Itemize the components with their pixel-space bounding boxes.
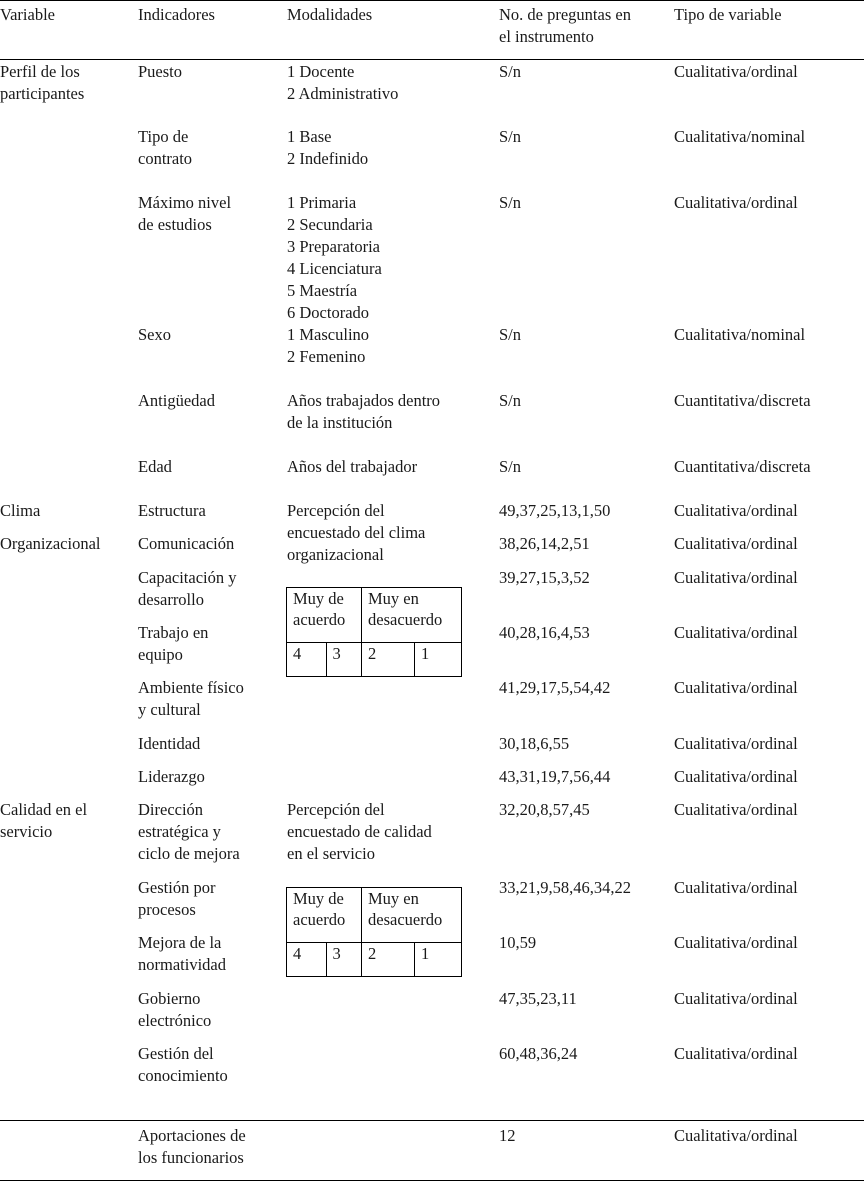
- num-aportaciones: 12: [499, 1126, 516, 1145]
- indicador-identidad: Identidad: [138, 734, 201, 753]
- indicador-conocimiento: Gestión del conocimiento: [138, 1044, 228, 1085]
- tipo-sexo: Cualitativa/nominal: [674, 325, 806, 344]
- tipo-edad: Cuantitativa/discreta: [674, 457, 811, 476]
- modalidad-antiguedad: Años trabajados dentro de la institución: [287, 391, 441, 432]
- indicador-aportaciones: Aportaciones de los funcionarios: [138, 1126, 246, 1167]
- num-gobierno: 47,35,23,11: [499, 989, 577, 1008]
- table-top-rule: [0, 0, 864, 1]
- scale-agree-label: Muy de acuerdo: [287, 888, 362, 943]
- num-liderazgo: 43,31,19,7,56,44: [499, 767, 611, 786]
- num-tipo-contrato: S/n: [499, 127, 522, 146]
- indicador-capacitacion: Capacitación y desarrollo: [138, 568, 237, 609]
- indicador-tipo-contrato: Tipo de contrato: [138, 127, 193, 168]
- num-identidad: 30,18,6,55: [499, 734, 570, 753]
- scale-value: 4: [287, 643, 327, 677]
- indicador-estructura: Estructura: [138, 501, 206, 520]
- tipo-normatividad: Cualitativa/ordinal: [674, 933, 798, 952]
- header-num-preguntas: No. de preguntas en el instrumento: [499, 5, 631, 46]
- scale-value: 3: [326, 943, 361, 977]
- scale-value: 2: [362, 643, 415, 677]
- num-estructura: 49,37,25,13,1,50: [499, 501, 611, 520]
- num-normatividad: 10,59: [499, 933, 537, 952]
- num-trabajo-equipo: 40,28,16,4,53: [499, 623, 590, 642]
- scale-disagree-label: Muy en desacuerdo: [362, 888, 462, 943]
- tipo-ambiente: Cualitativa/ordinal: [674, 678, 798, 697]
- num-antiguedad: S/n: [499, 391, 522, 410]
- tipo-conocimiento: Cualitativa/ordinal: [674, 1044, 798, 1063]
- tipo-puesto: Cualitativa/ordinal: [674, 62, 798, 81]
- modalidad-calidad: Percepción del encuestado de calidad en el servicio: [287, 800, 432, 863]
- num-puesto: S/n: [499, 62, 522, 81]
- num-sexo: S/n: [499, 325, 522, 344]
- table-bottom-rule: [0, 1180, 864, 1181]
- tipo-liderazgo: Cualitativa/ordinal: [674, 767, 798, 786]
- tipo-comunicacion: Cualitativa/ordinal: [674, 534, 798, 553]
- tipo-identidad: Cualitativa/ordinal: [674, 734, 798, 753]
- scale-disagree-label: Muy en desacuerdo: [362, 588, 462, 643]
- header-bottom-rule: [0, 59, 864, 60]
- num-ambiente: 41,29,17,5,54,42: [499, 678, 611, 697]
- indicador-comunicacion: Comunicación: [138, 534, 235, 553]
- tipo-capacitacion: Cualitativa/ordinal: [674, 568, 798, 587]
- modalidad-clima: Percepción del encuestado del clima organizacional: [287, 501, 426, 564]
- tipo-antiguedad: Cuantitativa/discreta: [674, 391, 811, 410]
- indicador-normatividad: Mejora de la normatividad: [138, 933, 226, 974]
- header-tipo-variable: Tipo de variable: [674, 5, 782, 24]
- indicador-ambiente: Ambiente físico y cultural: [138, 678, 244, 719]
- header-indicadores: Indicadores: [138, 5, 215, 24]
- indicador-gestion-procesos: Gestión por procesos: [138, 878, 216, 919]
- modalidad-puesto: 1 Docente 2 Administrativo: [287, 62, 399, 103]
- indicador-liderazgo: Liderazgo: [138, 767, 205, 786]
- tipo-tipo-contrato: Cualitativa/nominal: [674, 127, 806, 146]
- modalidad-edad: Años del trabajador: [287, 457, 418, 476]
- indicador-sexo: Sexo: [138, 325, 171, 344]
- variable-organizacional: Organizacional: [0, 534, 101, 553]
- scale-value: 3: [326, 643, 361, 677]
- num-comunicacion: 38,26,14,2,51: [499, 534, 590, 553]
- header-variable: Variable: [0, 5, 55, 24]
- variable-perfil: Perfil de los participantes: [0, 62, 85, 103]
- header-modalidades: Modalidades: [287, 5, 373, 24]
- scale-value: 2: [362, 943, 415, 977]
- modalidad-sexo: 1 Masculino 2 Femenino: [287, 325, 370, 366]
- indicador-puesto: Puesto: [138, 62, 183, 81]
- tipo-gobierno: Cualitativa/ordinal: [674, 989, 798, 1008]
- scale-value: 1: [415, 643, 462, 677]
- modalidad-tipo-contrato: 1 Base 2 Indefinido: [287, 127, 369, 168]
- indicador-gobierno: Gobierno electrónico: [138, 989, 212, 1030]
- num-capacitacion: 39,27,15,3,52: [499, 568, 590, 587]
- tipo-gestion-procesos: Cualitativa/ordinal: [674, 878, 798, 897]
- tipo-trabajo-equipo: Cualitativa/ordinal: [674, 623, 798, 642]
- variable-clima: Clima: [0, 501, 41, 520]
- num-gestion-procesos: 33,21,9,58,46,34,22: [499, 878, 631, 897]
- modalidad-nivel-estudios: 1 Primaria 2 Secundaria 3 Preparatoria 4 Licenciatura 5 Maestría 6 Doctorado: [287, 193, 382, 322]
- indicador-edad: Edad: [138, 457, 172, 476]
- num-direccion: 32,20,8,57,45: [499, 800, 590, 819]
- indicador-nivel-estudios: Máximo nivel de estudios: [138, 193, 232, 234]
- tipo-estructura: Cualitativa/ordinal: [674, 501, 798, 520]
- scale-value: 1: [415, 943, 462, 977]
- tipo-nivel-estudios: Cualitativa/ordinal: [674, 193, 798, 212]
- scale-value: 4: [287, 943, 327, 977]
- num-nivel-estudios: S/n: [499, 193, 522, 212]
- likert-scale-calidad: [286, 887, 462, 977]
- indicador-antiguedad: Antigüedad: [138, 391, 215, 410]
- table-section-rule: [0, 1120, 864, 1121]
- likert-scale-clima: [286, 587, 462, 677]
- variable-calidad: Calidad en el servicio: [0, 800, 88, 841]
- indicador-direccion: Dirección estratégica y ciclo de mejora: [138, 800, 240, 863]
- tipo-direccion: Cualitativa/ordinal: [674, 800, 798, 819]
- num-edad: S/n: [499, 457, 522, 476]
- scale-agree-label: Muy de acuerdo: [287, 588, 362, 643]
- num-conocimiento: 60,48,36,24: [499, 1044, 578, 1063]
- indicador-trabajo-equipo: Trabajo en equipo: [138, 623, 209, 664]
- tipo-aportaciones: Cualitativa/ordinal: [674, 1126, 798, 1145]
